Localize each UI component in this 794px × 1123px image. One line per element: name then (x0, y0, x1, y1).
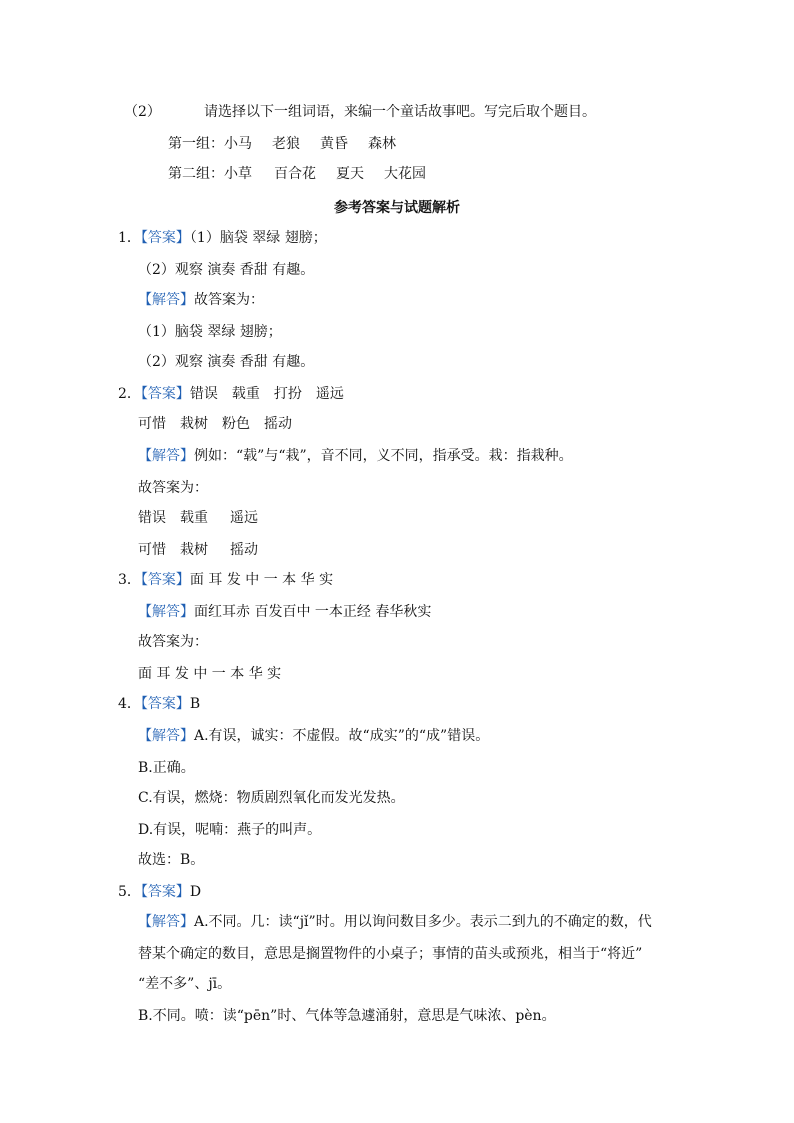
word: 错误 (138, 510, 166, 526)
word: 遥远 (230, 510, 258, 526)
answer-tag: 【答案】 (140, 386, 190, 402)
answer-5-header (118, 882, 201, 902)
question-number (124, 102, 161, 122)
word: 老狼 (272, 136, 300, 152)
answer-3-header (118, 570, 333, 590)
word: 可惜 (138, 542, 166, 558)
word: 黄昏 (320, 136, 348, 152)
section-title: 参考答案与试题解析 (334, 200, 460, 216)
analysis-tag: 【解答】 (138, 292, 194, 308)
answer-4-option-d: D.有误，呢喃：燕子的叫声。 (138, 822, 322, 838)
answer-5-analysis-3: “差不多”、jī。 (138, 976, 232, 992)
word: 栽树 (180, 416, 208, 432)
answer-5-analysis-1 (138, 912, 652, 932)
word: 摇动 (264, 416, 292, 432)
analysis-tag: 【解答】 (138, 728, 194, 744)
answer-2-row-4 (138, 540, 258, 560)
answer-4-header (118, 694, 200, 714)
answer-3-conclusion: 故答案为： (138, 634, 208, 650)
answer-1-final-2: （2）观察 演奏 香甜 有趣。 (138, 354, 315, 370)
answer-2-analysis (138, 446, 573, 466)
analysis-text: A.不同。几：读“jǐ”时。用以询问数目多少。表示二到九的不确定的数，代 (194, 914, 652, 930)
answer-tag: 【答案】 (140, 230, 190, 246)
word: 错误 (189, 386, 218, 402)
answer-1-header (118, 228, 327, 248)
answer-number: 5． (118, 884, 141, 900)
answer-4-option-b: B.正确。 (138, 760, 195, 776)
word: 百合花 (274, 166, 316, 182)
analysis-text: A.有误，诚实：不虚假。故“成实”的“成”错误。 (194, 728, 490, 744)
word: 摇动 (230, 542, 258, 558)
word: 夏天 (336, 166, 364, 182)
answer-text: （1）脑袋 翠绿 翅膀； (189, 230, 327, 246)
answer-2-row-3 (138, 508, 258, 528)
answer-3-final: 面 耳 发 中 一 本 华 实 (138, 666, 282, 682)
analysis-text: 例如：“载”与“栽”，音不同，义不同，指承受。栽：指栽种。 (194, 448, 573, 464)
word: 大花园 (384, 166, 426, 182)
word: 遥远 (315, 386, 344, 402)
answer-1-analysis (138, 290, 264, 310)
answer-2-conclusion: 故答案为： (138, 480, 208, 496)
analysis-text: 面红耳赤 百发百中 一本正经 春华秋实 (194, 604, 432, 620)
word: 打扮 (273, 386, 302, 402)
answer-5-analysis-2: 替某个确定的数目，意思是搁置物件的小桌子；事情的苗头或预兆，相当于“将近” (138, 946, 643, 962)
group-label: 第一组： (168, 136, 224, 152)
answer-text: D (189, 884, 202, 900)
word-group-2 (168, 164, 426, 184)
answer-text: 面 耳 发 中 一 本 华 实 (189, 572, 334, 588)
group-label: 第二组： (168, 166, 224, 182)
word: 栽树 (180, 542, 208, 558)
word: 森林 (368, 136, 396, 152)
answer-2-header (118, 384, 344, 404)
answer-number: 2． (118, 386, 141, 402)
answer-4-conclusion: 故选：B。 (138, 852, 205, 868)
answer-2-row-2 (138, 414, 292, 434)
answer-text: B (189, 696, 201, 712)
answer-number: 1． (118, 230, 141, 246)
answer-4-option-c: C.有误，燃烧：物质剧烈氧化而发光发热。 (138, 790, 405, 806)
answer-1-final-1: （1）脑袋 翠绿 翅膀； (138, 324, 282, 340)
analysis-tag: 【解答】 (138, 448, 194, 464)
answer-tag: 【答案】 (140, 696, 190, 712)
answer-number: 3． (118, 572, 141, 588)
answer-3-analysis (138, 602, 431, 622)
analysis-tag: 【解答】 (138, 914, 194, 930)
analysis-text: 故答案为： (194, 292, 264, 308)
answer-number: 4． (118, 696, 141, 712)
answer-tag: 【答案】 (140, 572, 190, 588)
word: 载重 (180, 510, 208, 526)
answer-1-line-2: （2）观察 演奏 香甜 有趣。 (138, 262, 315, 278)
question-prompt: 请选择以下一组词语，来编一个童话故事吧。写完后取个题目。 (204, 104, 596, 120)
analysis-tag: 【解答】 (138, 604, 194, 620)
word: 载重 (231, 386, 260, 402)
answer-tag: 【答案】 (140, 884, 190, 900)
word: 粉色 (222, 416, 250, 432)
word: 可惜 (138, 416, 166, 432)
word: 小马 (224, 136, 252, 152)
word-group-1 (168, 134, 396, 154)
answer-4-analysis (138, 726, 489, 746)
word: 小草 (224, 166, 252, 182)
question-number-text: （2） (124, 104, 161, 120)
answer-5-option-b: B.不同。喷：读“pēn”时、气体等急遽涌射，意思是气味浓、pèn。 (138, 1008, 556, 1024)
